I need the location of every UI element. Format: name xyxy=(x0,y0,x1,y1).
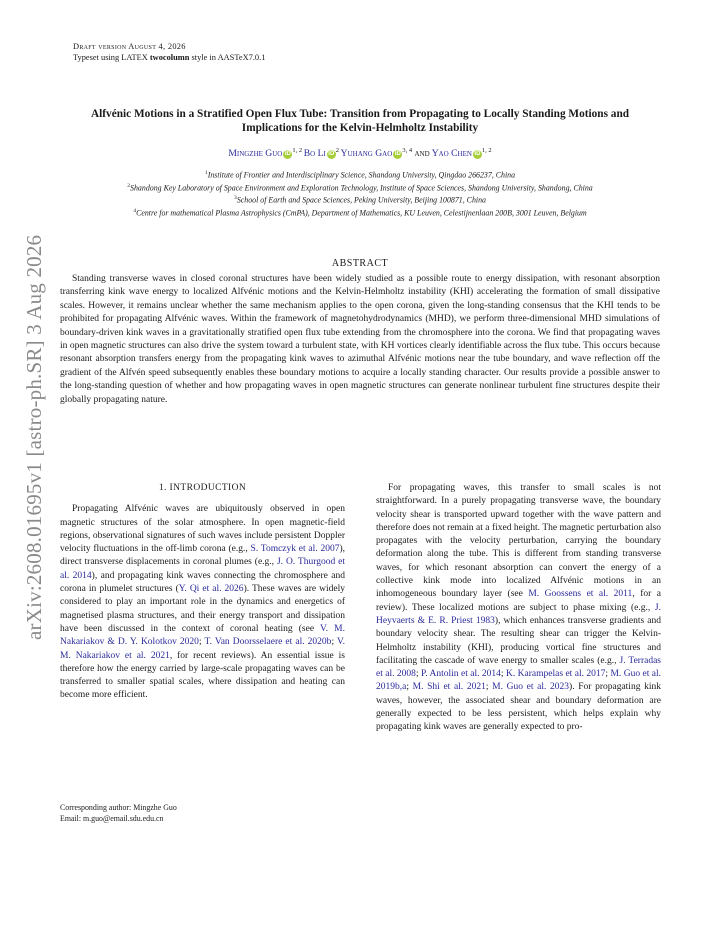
author-name[interactable]: Yuhang Gao xyxy=(340,148,393,160)
draft-line: Draft version August 4, 2026 xyxy=(73,42,186,51)
latex-logo: LATEX xyxy=(121,53,148,62)
footnote xyxy=(60,802,345,824)
author-list xyxy=(60,147,660,159)
corresponding-author: Corresponding author: Mingzhe Guo xyxy=(60,803,177,812)
author-affil-sup: 3, 4 xyxy=(402,147,413,154)
abstract-heading: ABSTRACT xyxy=(331,258,389,269)
citation-link[interactable]: T. Van Doorsselaere et al. 2020b xyxy=(204,637,332,648)
orcid-icon[interactable]: iD xyxy=(328,151,335,158)
citation-link[interactable]: J. O. Thurgood et al. 2014 xyxy=(60,557,345,581)
citation-link[interactable]: M. Goossens et al. 2011 xyxy=(528,589,633,600)
citation-link[interactable]: K. Karampelas et al. 2017 xyxy=(506,669,606,680)
citation-link[interactable]: V. M. Nakariakov et al. 2021 xyxy=(60,637,346,661)
arxiv-stamp: arXiv:2608.01695v1 [astro-ph.SR] 3 Aug 2026 xyxy=(22,234,46,640)
affiliation: $^4$Centre for mathematical Plasma Astrophysics (CmPA), Department of Mathematics, KU Leuven, Celestijnenlaan 200B, 3001 Leuven, Belgium xyxy=(133,208,587,218)
intro-paragraph-right: For propagating waves, this transfer to small scales is not straightforward. In a purely propagating transverse wave, the boundary velocity shear is transported upward together with the wave pattern and therefore does not remain at a fixed height. The magnetic perturbation also propagates with the velocity perturbation, carrying the boundary deformation along the tube. This is different from standing transverse waves, for which resonant absorption can convert the energy of a collective kink mode into localized Alfvénic motions in an inhomogeneous boundary layer (see M. Goossens et al. 2011, for a review). These localized motions are subject to phase mixing (e.g., J. Heyvaerts & E. R. Priest 1983), which enhances transverse gradients and boundary velocity shear. The resulting shear can trigger the Kelvin-Helmholtz instability (KHI), producing vortical fine structures and facilitating the cascade of wave energy to smaller scales (e.g., J. Terradas et al. 2008; P. Antolin et al. 2014; K. Karampelas et al. 2017; M. Guo et al. 2019b,a; M. Shi et al. 2021; M. Guo et al. 2023). For propagating kink waves, however, the associated shear and boundary deformation are generally expected to be less persistent, which helps explain why propagating kink waves are generally expected to pro- xyxy=(376,483,662,733)
author-affil-sup: 2 xyxy=(335,147,341,154)
right-column xyxy=(376,482,661,735)
orcid-icon[interactable]: iD xyxy=(394,151,401,158)
citation-link[interactable]: J. Terradas et al. 2008 xyxy=(376,655,661,680)
affiliation: $^3$School of Earth and Space Sciences, Peking University, Beijing 100871, China xyxy=(234,195,486,206)
author-name[interactable]: Mingzhe Guo xyxy=(228,148,283,160)
orcid-icon[interactable]: iD xyxy=(284,151,291,158)
author-email[interactable]: Email: m.guo@email.sdu.edu.cn xyxy=(60,814,164,823)
author-name[interactable]: Yao Chen xyxy=(431,148,472,160)
orcid-icon[interactable]: iD xyxy=(474,151,481,158)
affiliation-list xyxy=(60,168,660,219)
typeset-line: Typeset using LATEX twocolumn style in AASTeX7.0.1 xyxy=(73,53,266,62)
author-name[interactable]: Bo Li xyxy=(303,148,326,160)
citation-link[interactable]: M. Guo et al. 2023 xyxy=(492,682,570,693)
citation-link[interactable]: P. Antolin et al. 2014 xyxy=(421,669,501,680)
author-affil-sup: 1, 2 xyxy=(481,147,492,154)
citation-link[interactable]: Y. Qi et al. 2026 xyxy=(178,584,244,595)
citation-link[interactable]: M. Guo et al. 2019b,a xyxy=(376,669,662,693)
intro-paragraph-left: Propagating Alfvénic waves are ubiquitously observed in open magnetic structures of the solar atmosphere. In open magnetic-field regions, observational signatures of such waves include persistent Doppler velocity fluctuations in the off-limb corona (e.g., S. Tomczyk et al. 2007), direct transverse displacements in coronal plumes (e.g., J. O. Thurgood et al. 2014), and propagating kink waves connecting the chromosphere and corona in plumelet structures (Y. Qi et al. 2026). These waves are widely considered to play an important role in the dynamics and energetics of magnetised plasma structures, and their energy transport and dissipation have been discussed in the context of coronal heating (see V. M. Nakariakov & D. Y. Kolotkov 2020; T. Van Doorsselaere et al. 2020b; V. M. Nakariakov et al. 2021, for recent reviews). An essential issue is therefore how the energy carried by large-scale propagating waves can be transferred to smaller spatial scales, where dissipation and heating can become more efficient. xyxy=(60,504,346,701)
and-word: and xyxy=(414,148,432,160)
affiliation: $^1$Institute of Frontier and Interdisciplinary Science, Shandong University, Qingdao 266237, China xyxy=(204,170,516,180)
section-heading: 1. INTRODUCTION xyxy=(158,483,247,493)
paper-title: Alfvénic Motions in a Stratified Open Flux Tube: Transition from Propagating to Locally Standing Motions and Implications for the Kelvin-Helmholtz Instability xyxy=(90,108,630,134)
citation-link[interactable]: J. Heyvaerts & E. R. Priest 1983 xyxy=(376,602,661,626)
affiliation: $^2$Shandong Key Laboratory of Space Environment and Exploration Technology, Institute of Space Sciences, Shandong University, Shandong, China xyxy=(127,182,593,193)
left-column xyxy=(60,482,345,703)
citation-link[interactable]: M. Shi et al. 2021 xyxy=(412,682,486,693)
abstract-text: Standing transverse waves in closed coronal structures have been widely studied as a possible route to energy dissipation, with resonant absorption transferring kink wave energy to localized Alfvénic motions and the Kelvin-Helmholtz instability (KHI) accelerating the formation of small dissipative scales. However, it remains unclear whether the same mechanism applies to the open corona, given the long-standing consensus that the KHI tends to be prohibited for propagating Alfvénic waves. Within the framework of magnetohydrodynamics (MHD), we perform three-dimensional MHD simulations of boundary-driven kink waves in a gravitationally stratified open flux tube extending from the chromosphere into the corona. We find that propagating waves in open magnetic structures can also drive the system toward a turbulent state, with KH vortices clearly identifiable across the flux tube. This occurs because resonant absorption transfers energy from the propagating kink waves to azimuthal Alfvénic motions near the tube boundary, and wave reflection off the gradient of the Alfvén speed subsequently enables these boundary motions to acquire a locally standing character. Our results provide a possible answer to the long-standing question of whether and how propagating waves in open magnetic structures can generate nonlinear turbulent fine structures despite their globally propagating nature. xyxy=(60,274,660,405)
citation-link[interactable]: V. M. Nakariakov & D. Y. Kolotkov 2020 xyxy=(60,623,345,648)
author-affil-sup: 1, 2 xyxy=(292,147,304,154)
citation-link[interactable]: S. Tomczyk et al. 2007 xyxy=(250,544,340,555)
header-meta xyxy=(73,41,265,63)
